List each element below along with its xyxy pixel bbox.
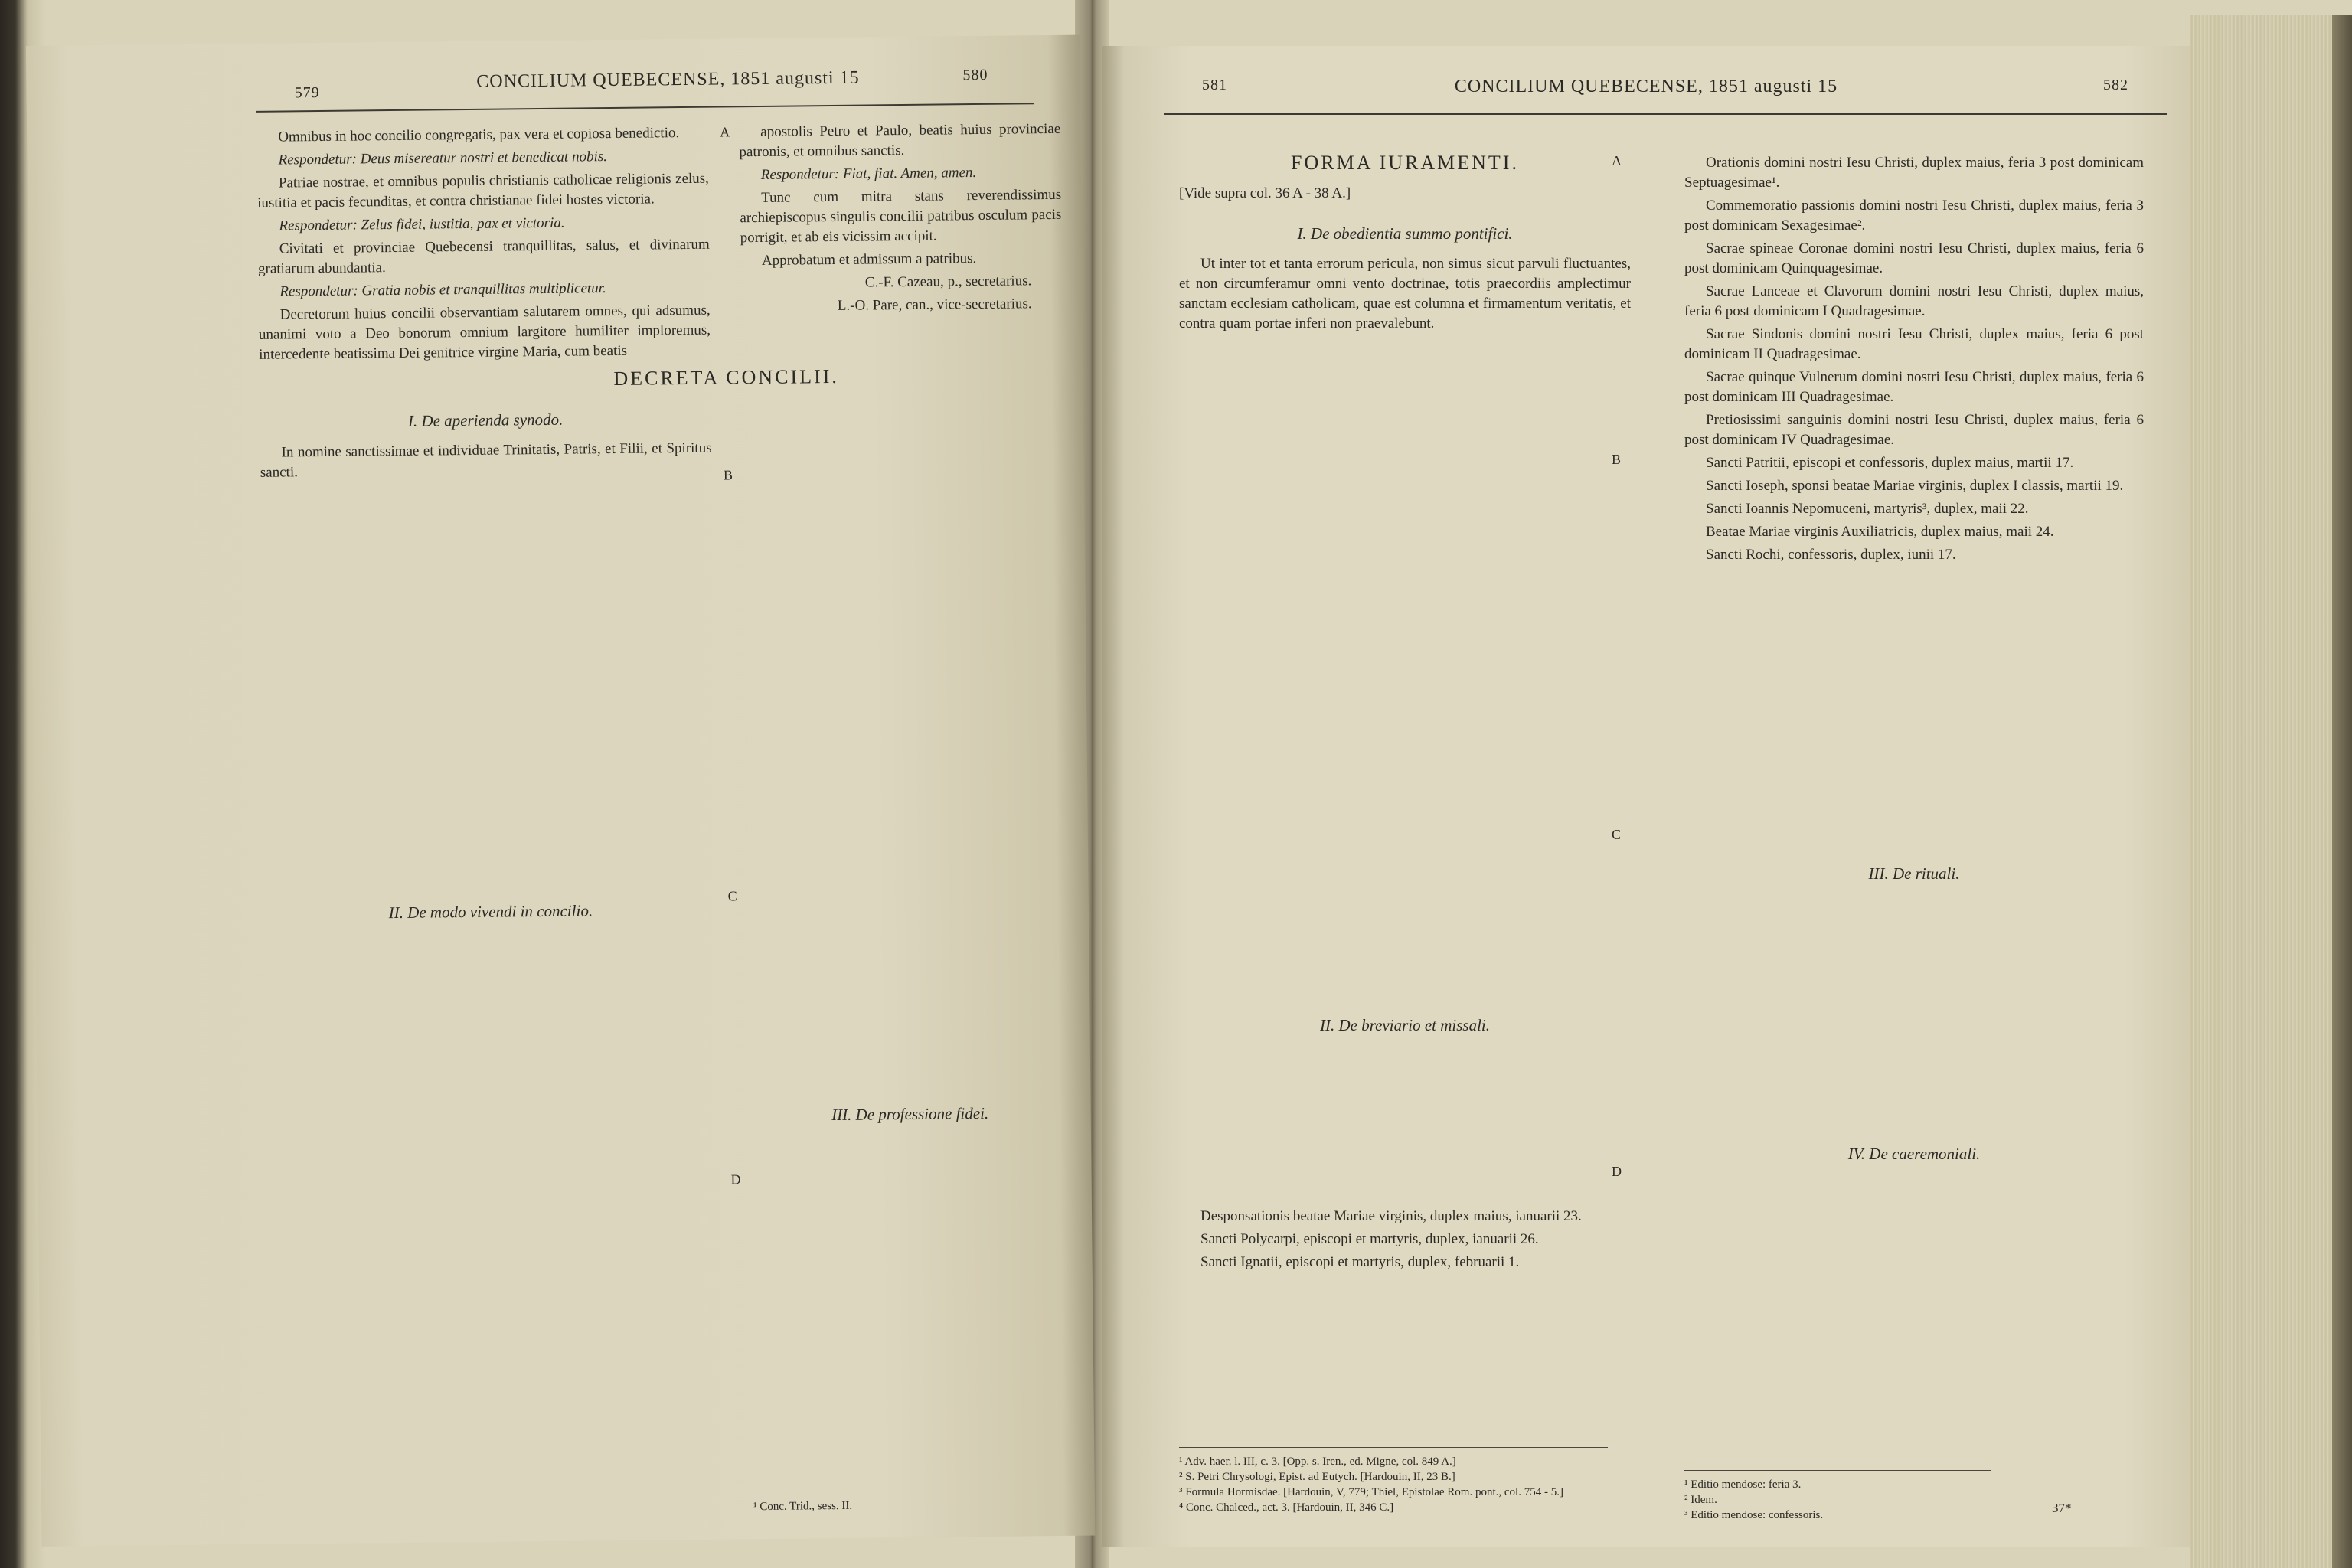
section-heading: II. De breviario et missali. — [1319, 1016, 1491, 1034]
dense-text-block — [260, 482, 716, 884]
header-rule — [1164, 113, 2167, 115]
dense-text-block — [741, 317, 1070, 1086]
left-page — [26, 35, 1095, 1547]
paragraph: Patriae nostrae, et omnibus populis christianis catholicae religionis zelus, iustitia et pacis fecunditas, et contra christianae fidei hostes victoria. — [257, 170, 709, 211]
footnote-text: ⁴ Conc. Chalced., act. 3. [Hardouin, II, 346 C.] — [1179, 1501, 1394, 1514]
footnote-text: ¹ Editio mendose: feria 3. — [1684, 1478, 1802, 1491]
left-running-head — [57, 66, 1049, 107]
right-footnotes-2 — [1684, 1470, 1991, 1523]
paragraph: Decretorum huius concilii observantiam salutarem omnes, qui adsumus, unanimi voto a Deo bonorum omnium largitore humiliter imploremus, intercedente beatissima Dei genitrice virgine Maria, cum beatis — [258, 302, 711, 363]
margin-letter: D — [1612, 1164, 1622, 1179]
forma-iuramenti-heading: FORMA IURAMENTI. — [1291, 152, 1519, 174]
footnote-text: ² Idem. — [1684, 1494, 1717, 1506]
page-number-581: 581 — [1202, 77, 1227, 93]
list-item: Orationis domini nostri Iesu Christi, duplex maius, feria 3 post dominicam Septuagesimae¹. — [1684, 155, 2144, 191]
paragraph: Civitati et provinciae Quebecensi tranquillitas, salus, et divinarum gratiarum abundantia. — [257, 236, 710, 277]
paragraph: apostolis Petro et Paulo, beatis huius provinciae patronis, et omnibus sanctis. — [739, 120, 1061, 161]
list-item: Beatae Mariae virginis Auxiliatricis, duplex maius, maii 24. — [1706, 524, 2054, 540]
list-item: Sancti Ioseph, sponsi beatae Mariae virginis, duplex I classis, martii 19. — [1706, 478, 2124, 494]
decreta-heading: DECRETA CONCILII. — [613, 364, 839, 390]
dense-text-block — [1684, 568, 2144, 844]
list-item: Pretiosissimi sanguinis domini nostri Iesu Christi, duplex maius, feria 6 post dominicam IV Quadragesimae. — [1684, 412, 2144, 448]
right-footnotes-1 — [1179, 1447, 1608, 1515]
right-running-head — [1133, 77, 2159, 107]
header-rule — [256, 103, 1034, 113]
paragraph: In nomine sanctissimae et individuae Trinitatis, Patris, et Filii, et Spiritus sancti. — [260, 439, 712, 481]
dense-text-block — [1684, 894, 2144, 1124]
paragraph: Sancti Ignatii, episcopi et martyris, duplex, februarii 1. — [1200, 1254, 1520, 1270]
running-title: CONCILIUM QUEBECENSE, 1851 augusti 15 — [476, 67, 860, 92]
page-number-580: 580 — [962, 66, 988, 84]
footnote-text: ² S. Petri Chrysologi, Epist. ad Eutych. [Hardouin, II, 23 B.] — [1179, 1471, 1455, 1483]
margin-letter: C — [1612, 827, 1622, 842]
running-title: CONCILIUM QUEBECENSE, 1851 augusti 15 — [1454, 77, 1838, 96]
page-number-582: 582 — [2103, 77, 2128, 93]
page-block-edge — [2190, 15, 2352, 1568]
dense-text-block — [1179, 1046, 1631, 1207]
right-column-1 — [1179, 153, 1631, 1276]
list-item: Sacrae spineae Coronae domini nostri Iesu Christi, duplex maius, feria 6 post dominicam Quinquagesimae. — [1684, 240, 2144, 276]
margin-letter: C — [727, 888, 737, 904]
margin-letter: A — [720, 124, 730, 140]
list-item: Sancti Rochi, confessoris, duplex, iunii 17. — [1706, 547, 1956, 563]
list-item: Sancti Ioannis Nepomuceni, martyris³, duplex, maii 22. — [1706, 501, 2029, 517]
response: Respondetur: Deus misereatur nostri et benedicat nobis. — [278, 149, 608, 168]
section-heading: I. De obedientia summo pontifici. — [1297, 224, 1513, 243]
left-footnote — [753, 1490, 1075, 1514]
response: Respondetur: Gratia nobis et tranquillitas multiplicetur. — [279, 280, 606, 300]
cover-edge — [2332, 15, 2352, 1568]
paragraph: Ut inter tot et tanta errorum pericula, non simus sicut parvuli fluctuantes, et non circumferamur omni vento doctrinae, totis praecordiis amplectimur sanctam ecclesiam catholicam, quae est columna et firmamentum veritatis, et contra quam portae inferi non praevalebunt. — [1179, 256, 1631, 332]
right-column-2 — [1684, 153, 2144, 1174]
margin-letter: A — [1612, 153, 1622, 168]
list-item: Sacrae Lanceae et Clavorum domini nostri Iesu Christi, duplex maius, feria 6 post dominicam I Quadragesimae. — [1684, 283, 2144, 319]
section-heading: III. De professione fidei. — [831, 1103, 989, 1125]
list-item: Commemoratio passionis domini nostri Iesu Christi, duplex maius, feria 3 post dominicam Sexagesimae². — [1684, 198, 2144, 234]
right-page — [1102, 46, 2190, 1547]
left-column-2 — [739, 119, 1071, 1136]
margin-letter: B — [1612, 452, 1622, 467]
footnote-text: ¹ Adv. haer. l. III, c. 3. [Opp. s. Iren., ed. Migne, col. 849 A.] — [1179, 1455, 1456, 1468]
list-item: Sancti Patritii, episcopi et confessoris, duplex maius, martii 17. — [1706, 455, 2074, 471]
margin-letter: D — [730, 1171, 741, 1187]
list-item: Sacrae quinque Vulnerum domini nostri Iesu Christi, duplex maius, feria 6 post dominicam III Quadragesimae. — [1684, 369, 2144, 405]
paragraph: Sancti Polycarpi, episcopi et martyris, duplex, ianuarii 26. — [1200, 1231, 1539, 1247]
cross-reference: [Vide supra col. 36 A - 38 A.] — [1179, 185, 1351, 201]
footnote-text: ³ Formula Hormisdae. [Hardouin, V, 779; Thiel, Epistolae Rom. pont., col. 754 - 5.] — [1179, 1486, 1563, 1498]
signature-secretary: C.-F. Cazeau, p., secretarius. — [864, 273, 1032, 291]
list-item: Sacrae Sindonis domini nostri Iesu Christi, duplex maius, feria 6 post dominicam II Quadragesimae. — [1684, 326, 2144, 362]
paragraph: Tunc cum mitra stans reverendissimus archiepiscopus singulis concilii patribus osculum pacis porrigit, et ab eis vicissim accipit. — [740, 186, 1062, 247]
footnote-text: ¹ Conc. Trid., sess. II. — [753, 1499, 853, 1514]
dense-text-block — [1179, 337, 1631, 995]
section-heading: III. De rituali. — [1868, 864, 1960, 883]
response: Respondetur: Zelus fidei, iustitia, pax et victoria. — [279, 214, 565, 234]
response: Respondetur: Fiat, fiat. Amen, amen. — [760, 165, 977, 183]
section-heading: II. De modo vivendi in concilio. — [388, 901, 593, 923]
signature-vice-secretary: L.-O. Pare, can., vice-secretarius. — [837, 296, 1032, 314]
paragraph: Desponsationis beatae Mariae virginis, duplex maius, ianuarii 23. — [1200, 1208, 1582, 1224]
paragraph: Omnibus in hoc concilio congregatis, pax vera et copiosa benedictio. — [278, 125, 680, 145]
left-column-1 — [256, 123, 839, 935]
section-heading: IV. De caeremoniali. — [1847, 1145, 1981, 1163]
margin-letter: B — [723, 467, 733, 483]
paragraph: Approbatum et admissum a patribus. — [761, 250, 977, 269]
page-number-579: 579 — [294, 83, 320, 102]
section-heading: I. De aperienda synodo. — [407, 410, 564, 430]
footnote-text: ³ Editio mendose: confessoris. — [1684, 1509, 1824, 1521]
signature-mark: 37* — [2052, 1501, 2072, 1515]
